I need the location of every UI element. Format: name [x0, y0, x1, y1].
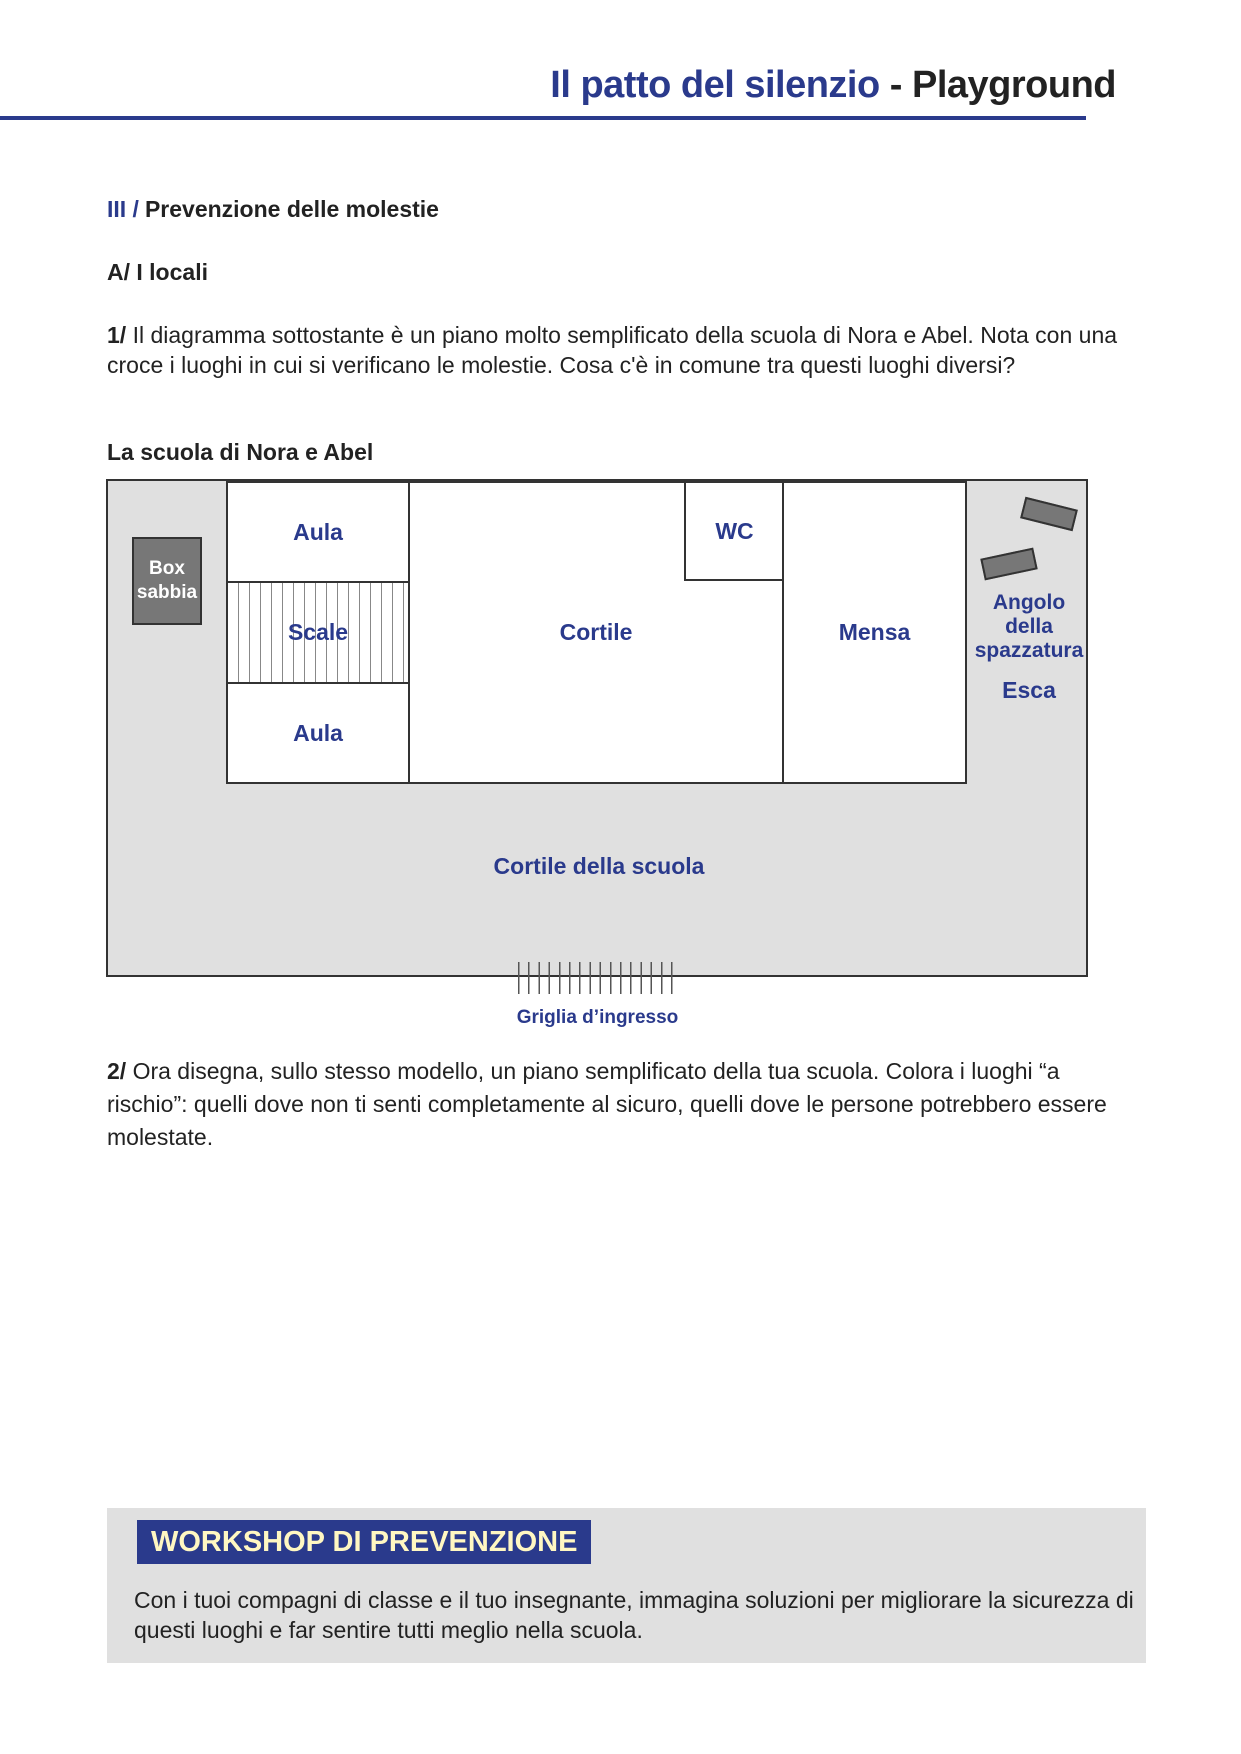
room-stairs-label: Scale	[287, 619, 349, 645]
school-plan	[106, 479, 1088, 977]
room-aula-bottom	[226, 682, 410, 784]
school-yard-label: Cortile della scuola	[493, 853, 705, 879]
workshop-title: WORKSHOP DI PREVENZIONE	[137, 1520, 591, 1564]
room-aula-top	[226, 481, 410, 583]
room-cortile-label: Cortile	[559, 619, 633, 645]
subsection-heading: A/ I locali	[107, 259, 208, 285]
room-stairs	[226, 581, 410, 684]
angolo-label-line2: della	[1005, 615, 1053, 638]
question-1-text: Il diagramma sottostante è un piano molto semplificato della scuola di Nora e Abel. Nota con una croce i luoghi in cui si verificano le molestie. Cosa c'è in comune tra questi luoghi diversi?	[107, 322, 1118, 378]
plan-caption: La scuola di Nora e Abel	[107, 439, 374, 465]
room-mensa-label: Mensa	[838, 619, 911, 645]
section-number: III /	[107, 196, 139, 222]
header-rule	[0, 116, 1086, 120]
question-2-text: Ora disegna, sullo stesso modello, un piano semplificato della tua scuola. Colora i luoghi “a rischio”: quelli dove non ti senti completamente al sicuro, quelli dove le persone potrebbero essere molestate.	[107, 1058, 1107, 1150]
sandbox-label-line1: Box	[149, 558, 185, 579]
esca-label: Esca	[1002, 677, 1056, 703]
page-header-title	[550, 64, 1116, 107]
room-wc	[684, 481, 785, 581]
section-title: Prevenzione delle molestie	[144, 196, 439, 222]
book-title: Playground	[911, 64, 1116, 106]
trash-bin	[980, 548, 1037, 581]
sandbox-label-line2: sabbia	[136, 582, 198, 603]
angolo-label-line1: Angolo	[992, 591, 1066, 614]
series-title: Il patto del silenzio	[550, 64, 880, 106]
angolo-spazzatura-label	[968, 591, 1090, 663]
workshop-text: Con i tuoi compagni di classe e il tuo insegnante, immagina soluzioni per migliorare la sicurezza di questi luoghi e far sentire tutti meglio nella scuola.	[134, 1587, 1134, 1643]
question-2-number: 2/	[107, 1058, 127, 1084]
room-mensa	[782, 481, 967, 784]
question-2	[107, 1055, 1142, 1154]
header-separator: -	[879, 64, 912, 106]
question-1-number: 1/	[107, 322, 127, 348]
room-aula-top-label: Aula	[293, 518, 343, 545]
room-aula-bottom-label: Aula	[293, 719, 343, 746]
workshop-box	[107, 1508, 1146, 1663]
section-heading	[107, 196, 439, 223]
entrance-gate-label: Griglia d’ingresso	[516, 1007, 679, 1028]
question-1	[107, 320, 1147, 380]
sandbox	[132, 537, 202, 625]
room-wc-label: WC	[715, 517, 754, 544]
trash-bin	[1020, 497, 1078, 531]
angolo-label-line3: spazzatura	[974, 639, 1084, 662]
entrance-gate	[518, 962, 678, 994]
